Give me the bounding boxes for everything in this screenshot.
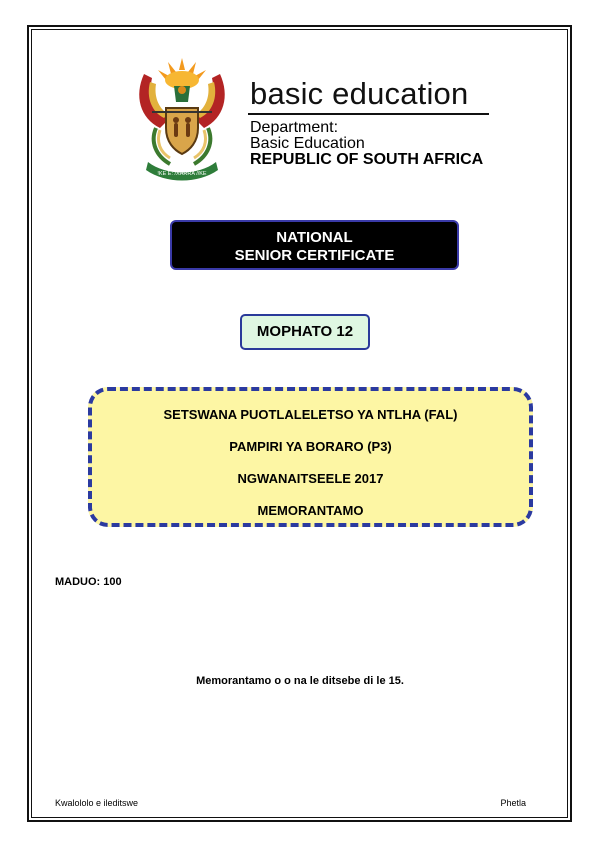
certificate-line-2: SENIOR CERTIFICATE [234,247,395,264]
page-count-note: Memorantamo o o na le ditsebe di le 15. [196,675,404,687]
footer-copyright: Kwalololo e ileditswe [55,798,139,808]
department-label: Department: [250,119,339,136]
document-type: MEMORANTAMO [257,503,364,518]
exam-session: NGWANAITSEELE 2017 [237,471,384,486]
subject-title: SETSWANA PUOTLALELETSO YA NTLHA (FAL) [163,407,458,422]
country-name: REPUBLIC OF SOUTH AFRICA [250,151,484,168]
certificate-banner [170,220,459,270]
certificate-line-1: NATIONAL [276,229,353,246]
footer-turn-over: Phetla [500,798,526,808]
brand-divider [248,113,489,115]
department-name: Basic Education [250,135,365,152]
brand-title: basic education [250,76,469,111]
grade-badge: MOPHATO 12 [240,314,370,350]
subject-panel [88,387,533,527]
total-marks: MADUO: 100 [55,576,122,588]
paper-number: PAMPIRI YA BORARO (P3) [229,439,392,454]
coat-of-arms-icon [130,56,234,182]
svg-text:!KE E: /XARRA //KE: !KE E: /XARRA //KE [157,171,207,177]
